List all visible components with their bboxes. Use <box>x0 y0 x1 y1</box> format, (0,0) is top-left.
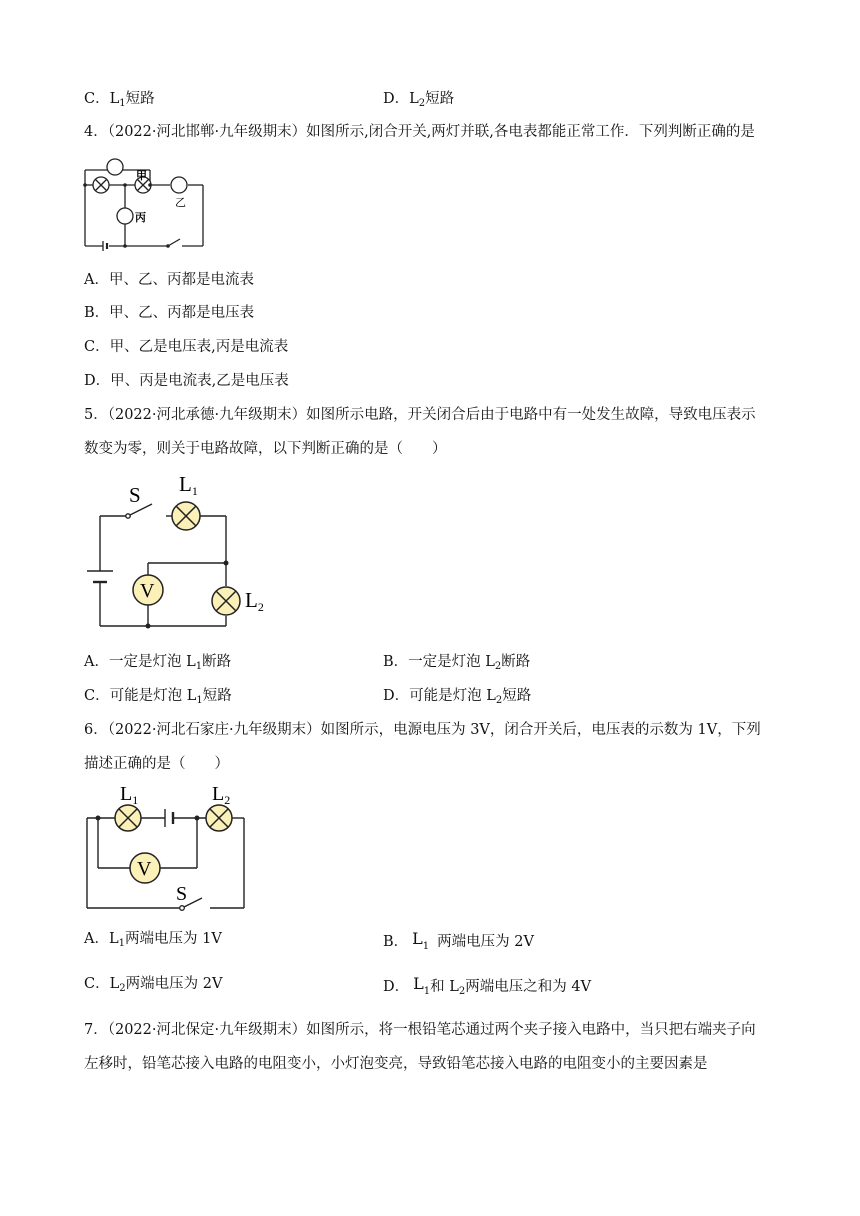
lamp2-label: L2 <box>245 588 264 614</box>
lamp2-label: $L_2$ <box>212 783 231 807</box>
q6-stem-line1: 6．（2022·河北石家庄·九年级期末）如图所示，电源电压为 3V，闭合开关后，电压表的示数为 1V，下列 <box>84 722 761 738</box>
lamp1-label: L1 <box>179 472 198 498</box>
q4-option-d: D．甲、丙是电流表,乙是电压表 <box>84 373 289 389</box>
q5-stem-line1: 5．（2022·河北承德·九年级期末）如图所示电路，开关闭合后由于电路中有一处发生故障，导致电压表示 <box>84 407 756 423</box>
q5-option-b: B．一定是灯泡 $L_2$断路 <box>383 654 531 672</box>
meter-jia-circle <box>107 159 123 175</box>
q7-stem-line2: 左移时，铅笔芯接入电路的电阻变小，小灯泡变亮，导致铅笔芯接入电路的电阻变小的主要因素是 <box>84 1056 708 1072</box>
lamp1-label: $L_1$ <box>120 783 139 807</box>
q7-stem-line1: 7．（2022·河北保定·九年级期末）如图所示，将一根铅笔芯通过两个夹子接入电路中，当只把右端夹子向 <box>84 1022 756 1038</box>
label-bing: 丙 <box>135 212 146 224</box>
q6-circuit-diagram <box>84 782 254 912</box>
voltmeter-icon <box>133 575 163 605</box>
q5-stem-line2: 数变为零，则关于电路故障，以下判断正确的是（ ） <box>84 441 447 457</box>
lamp-icon <box>206 805 232 831</box>
q6-option-a: A．$L_1$两端电压为 1V <box>84 931 222 949</box>
q3-option-c: C．$L_1$短路 <box>84 91 155 109</box>
q6-option-c: C．$L_2$两端电压为 2V <box>84 976 223 994</box>
lamp-icon <box>172 502 200 530</box>
q4-circuit-diagram <box>80 152 210 252</box>
q5-option-c: C．可能是灯泡 $L_1$短路 <box>84 688 232 706</box>
meter-yi-circle <box>171 177 187 193</box>
q3-option-d: D．$L_2$短路 <box>383 91 455 109</box>
q4-option-a: A．甲、乙、丙都是电流表 <box>84 272 254 288</box>
label-yi: 乙 <box>175 197 186 209</box>
q5-option-a: A．一定是灯泡 $L_1$断路 <box>84 654 232 672</box>
lamp-icon <box>212 587 240 615</box>
q5-option-d: D．可能是灯泡 $L_2$短路 <box>383 688 532 706</box>
svg-text:V: V <box>140 580 155 602</box>
q4-option-c: C．甲、乙是电压表,丙是电流表 <box>84 339 289 355</box>
q4-option-b: B．甲、乙、丙都是电压表 <box>84 305 255 321</box>
lamp-icon <box>115 805 141 831</box>
lamp-icon <box>93 177 109 193</box>
q5-circuit-diagram <box>86 474 276 634</box>
label-jia: 甲 <box>136 170 147 182</box>
q4-stem: 4．（2022·河北邯郸·九年级期末）如图所示,闭合开关,两灯并联,各电表都能正常工作．下列判断正确的是 <box>84 124 755 140</box>
q6-option-b: B． $L_1$ 两端电压为 2V <box>383 929 534 952</box>
voltmeter-icon <box>130 853 160 883</box>
q6-option-d: D． $L_1$和 $L_2$两端电压之和为 4V <box>383 974 592 997</box>
switch-label: S <box>129 483 141 507</box>
svg-text:V: V <box>137 858 152 880</box>
switch-label: S <box>176 883 188 905</box>
q6-stem-line2: 描述正确的是（ ） <box>84 756 229 772</box>
meter-bing-circle <box>117 208 133 224</box>
